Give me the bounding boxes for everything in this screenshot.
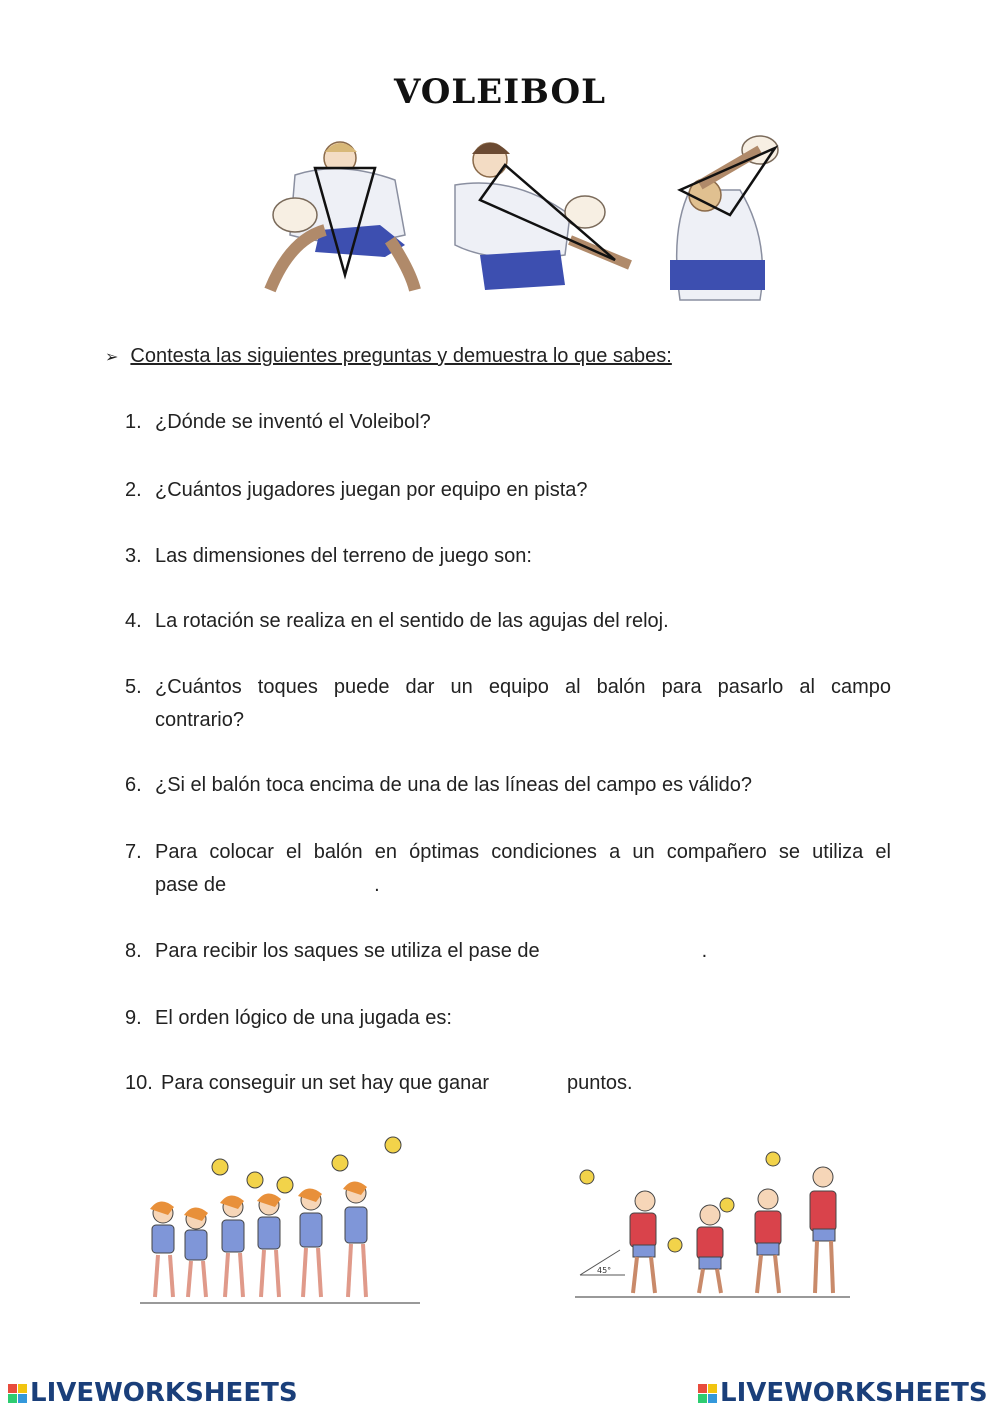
girls-volleyball-sequence-illustration [140,1135,420,1320]
volleyball-players-illustration [240,130,810,310]
instruction-line [105,345,672,368]
question-item: 1. ¿Dónde se inventó el Voleibol? [125,411,431,433]
question-item: 5. ¿Cuántos toques puede dar un equipo al balón para pasarlo al campo contrario? [125,676,891,731]
liveworksheets-logo-icon [698,1384,717,1403]
question-item: 6. ¿Si el balón toca encima de una de las líneas del campo es válido? [125,774,753,796]
question-item: 10. Para conseguir un set hay que ganar puntos. [125,1072,633,1094]
liveworksheets-logo-icon [8,1384,27,1403]
player-setting [670,136,778,300]
liveworksheets-logo: LIVEWORKSHEETS [698,1378,988,1408]
player-forearm-pass [270,142,415,290]
question-item: 3. Las dimensiones del terreno de juego son: [125,545,532,567]
ball-group [212,1137,401,1193]
question-item: 4. La rotación se realiza en el sentido de las agujas del reloj. [125,610,669,632]
question-item: 7. Para colocar el balón en óptimas condiciones a un compañero se utiliza el pase de . [125,841,891,896]
page-title: VOLEIBOL [393,72,607,112]
liveworksheets-logo: LIVEWORKSHEETS [8,1378,298,1408]
player-reaching [455,143,630,290]
boys-volleyball-sequence-illustration [575,1145,850,1315]
question-item: 2. ¿Cuántos jugadores juegan por equipo en pista? [125,479,588,501]
question-item: 9. El orden lógico de una jugada es: [125,1007,452,1029]
angle-label: 45° [597,1266,612,1275]
instruction-text: Contesta las siguientes preguntas y demuestra lo que sabes: [130,345,672,367]
ball-group [580,1152,780,1252]
question-item: 8. Para recibir los saques se utiliza el pase de . [125,940,708,962]
arrow-bullet-icon: ➢ [105,349,119,366]
